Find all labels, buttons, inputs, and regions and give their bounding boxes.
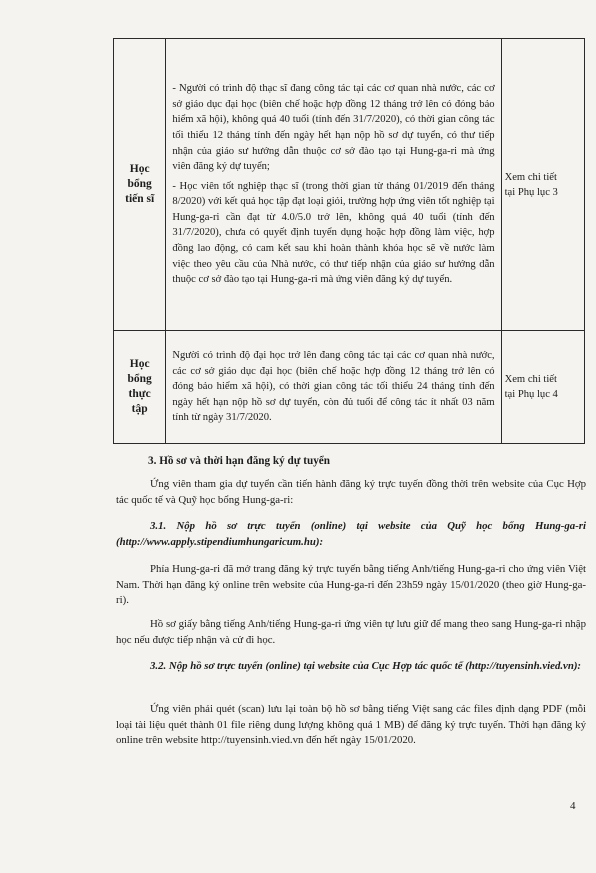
- condition-paragraph: - Học viên tốt nghiệp thạc sĩ (trong thời gian từ tháng 01/2019 đến tháng 8/2020) với kết quả học tập đạt loại giỏi, trường hợp ứng viên tốt nghiệp tại Hung-ga-ri cần đạt từ 4.0/5.0 trở lên, không quá 40 tuổi (tính đến 31/7/2020), chưa có quyết định tuyển dụng hoặc hợp đồng làm việc, hợp đồng lao động, có cam kết sau khi hoàn thành khóa học sẽ về nước làm việc theo yêu cầu của Nhà nước, có thư tiếp nhận của giáo sư hướng dẫn thuộc cơ sở đào tạo tại Hung-ga-ri mà ứng viên đăng ký dự tuyển.: [172, 180, 495, 286]
- subsection-title: 3.1. Nộp hồ sơ trực tuyến (online) tại website của Quỹ học bổng Hung-ga-ri (http://www.apply.stipendiumhungaricum.hu):: [116, 520, 586, 548]
- condition-paragraph: Người có trình độ đại học trở lên đang công tác tại các cơ quan nhà nước, các cơ sở giáo dục đại học (biên chế hoặc hợp đồng 12 tháng trở lên có đóng bảo hiểm xã hội), có thời gian công tác tối thiểu 24 tháng tính đến ngày hết hạn nộp hồ sơ dự tuyển, còn đủ tuổi để công tác ít nhất 03 năm tính từ ngày 31/7/2020.: [172, 350, 495, 424]
- body-paragraph: Ứng viên phải quét (scan) lưu lại toàn bộ hồ sơ bằng tiếng Việt sang các files định dạng PDF (mỗi loại tài liệu quét thành 01 file riêng dung lượng không quá 1 MB) để đăng ký trực tuyến. Thời hạn đăng ký online trên website http://tuyensinh.vied.vn đến hết ngày 15/01/2020.: [116, 703, 586, 747]
- subsection-title: 3.2. Nộp hồ sơ trực tuyến (online) tại website của Cục Hợp tác quốc tế (http://tuyensinh.vied.vn):: [150, 660, 582, 672]
- table-row: [114, 331, 585, 444]
- type-line: bổng: [127, 178, 152, 190]
- intro-paragraph: Ứng viên tham gia dự tuyển cần tiến hành đăng ký trực tuyến đồng thời trên website của Cục Hợp tác quốc tế và Quỹ học bổng Hung-ga-ri:: [116, 478, 586, 506]
- reference-line: tại Phụ lục 3: [504, 186, 558, 198]
- scholarship-table: [113, 38, 585, 444]
- type-line: bổng: [127, 373, 152, 385]
- conditions-cell: [166, 331, 501, 444]
- conditions-cell: [166, 39, 501, 331]
- body-paragraph: Hồ sơ giấy bằng tiếng Anh/tiếng Hung-ga-ri ứng viên tự lưu giữ để mang theo sang Hung-ga-ri nhập học nếu được tiếp nhận và cử đi học.: [116, 618, 586, 646]
- table-row: [114, 39, 585, 331]
- scholarship-type-cell: [114, 39, 166, 331]
- reference-cell: [501, 331, 584, 444]
- page-number: 4: [570, 800, 576, 812]
- body-paragraph: Phía Hung-ga-ri đã mở trang đăng ký trực tuyến bằng tiếng Anh/tiếng Hung-ga-ri cho ứng viên Việt Nam. Thời hạn đăng ký online trên website của Hung-ga-ri đến 23h59 ngày 15/01/2020 (theo giờ Hung-ga-ri).: [116, 563, 586, 607]
- section-heading: 3. Hồ sơ và thời hạn đăng ký dự tuyển: [148, 455, 330, 467]
- condition-paragraph: - Người có trình độ thạc sĩ đang công tác tại các cơ quan nhà nước, các cơ sở giáo dục đại học (biên chế hoặc hợp đồng 12 tháng trở lên có đóng bảo hiểm xã hội), không quá 40 tuổi (tính đến 31/7/2020), có thời gian công tác tối thiểu 12 tháng tính đến ngày hết hạn nộp hồ sơ dự tuyển, có thư tiếp nhận của giáo sư hướng dẫn thuộc cơ sở đào tạo tại Hung-ga-ri mà ứng viên đăng ký dự tuyển;: [172, 83, 495, 173]
- scholarship-type-cell: [114, 331, 166, 444]
- type-line: thực: [128, 388, 151, 400]
- reference-line: Xem chi tiết: [504, 374, 557, 385]
- type-line: Học: [129, 163, 150, 175]
- type-line: Học: [129, 358, 150, 370]
- type-line: tiến sĩ: [125, 193, 155, 205]
- reference-line: tại Phụ lục 4: [504, 389, 558, 400]
- reference-cell: [501, 39, 584, 331]
- reference-line: Xem chi tiết: [504, 171, 557, 183]
- type-line: tập: [131, 403, 148, 415]
